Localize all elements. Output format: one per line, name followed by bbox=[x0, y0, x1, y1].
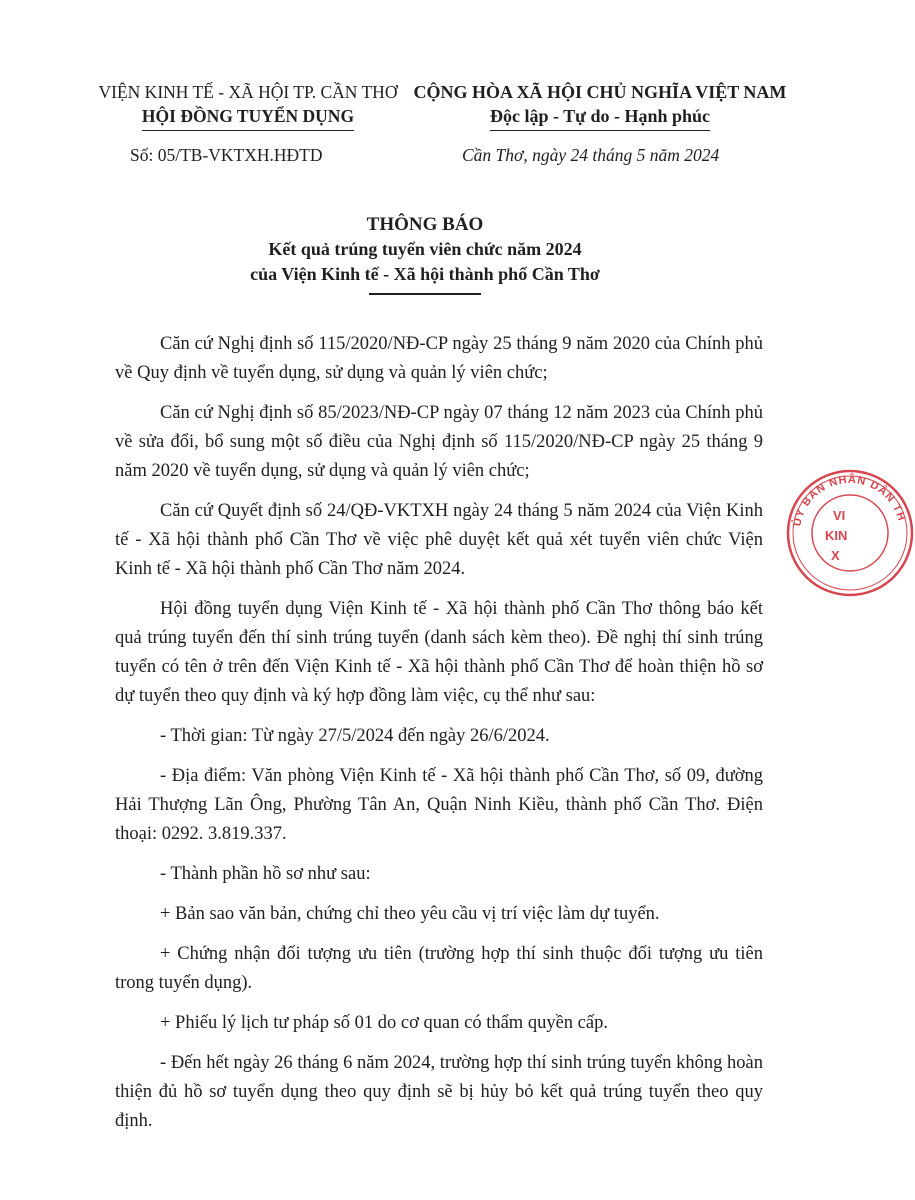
paragraph-legal-basis-2: Căn cứ Nghị định số 85/2023/NĐ-CP ngày 07 tháng 12 năm 2023 của Chính phủ về sửa đổi, bổ sung một số điều của Nghị định số 115/2020/NĐ-CP ngày 25 tháng 9 năm 2020 về tuyển dụng, sử dụng và quản lý viên chức; bbox=[115, 403, 763, 481]
council-name: HỘI ĐỒNG TUYỂN DỤNG bbox=[142, 104, 354, 131]
paragraph-announcement: Hội đồng tuyển dụng Viện Kinh tế - Xã hội thành phố Cần Thơ thông báo kết quả trúng tuyển đến thí sinh trúng tuyển (danh sách kèm theo). Đề nghị thí sinh trúng tuyển có tên ở trên đến Viện Kinh tế - Xã hội thành phố Cần Thơ để hoàn thiện hồ sơ dự tuyển theo quy định và ký hợp đồng làm việc, cụ thể như sau: bbox=[115, 599, 763, 706]
paragraph-document-item-2: + Chứng nhận đối tượng ưu tiên (trường hợp thí sinh thuộc đối tượng ưu tiên trong tuyển dụng). bbox=[115, 944, 763, 993]
title-heading: THÔNG BÁO bbox=[366, 214, 484, 235]
official-seal-stamp bbox=[785, 468, 915, 598]
org-name: VIỆN KINH TẾ - XÃ HỘI TP. CẦN THƠ bbox=[98, 82, 398, 102]
document-body bbox=[115, 330, 763, 1147]
country-name: CỘNG HÒA XÃ HỘI CHỦ NGHĨA VIỆT NAM bbox=[413, 82, 787, 102]
svg-text:KIN: KIN bbox=[825, 528, 848, 543]
paragraph-time: - Thời gian: Từ ngày 27/5/2024 đến ngày 26/6/2024. bbox=[160, 726, 550, 746]
paragraph-deadline: - Đến hết ngày 26 tháng 6 năm 2024, trường hợp thí sinh trúng tuyển không hoàn thiện đủ hồ sơ tuyển dụng theo quy định sẽ bị hủy bỏ kết quả trúng tuyển theo quy định. bbox=[115, 1053, 763, 1131]
document-number: Số: 05/TB-VKTXH.HĐTD bbox=[130, 145, 323, 165]
issuing-organization bbox=[88, 80, 408, 131]
paragraph-legal-basis-1: Căn cứ Nghị định số 115/2020/NĐ-CP ngày 25 tháng 9 năm 2020 của Chính phủ về Quy định về tuyển dụng, sử dụng và quản lý viên chức; bbox=[115, 334, 763, 383]
paragraph-document-item-1: + Bản sao văn bản, chứng chỉ theo yêu cầu vị trí việc làm dự tuyển. bbox=[160, 904, 660, 924]
svg-text:VI: VI bbox=[833, 508, 846, 523]
paragraph-legal-basis-3: Căn cứ Quyết định số 24/QĐ-VKTXH ngày 24 tháng 5 năm 2024 của Viện Kinh tế - Xã hội thành phố Cần Thơ về việc phê duyệt kết quả xét tuyển viên chức Viện Kinh tế - Xã hội thành phố Cần Thơ năm 2024. bbox=[115, 501, 763, 579]
title-subject-2: của Viện Kinh tế - Xã hội thành phố Cần Thơ bbox=[250, 264, 600, 284]
paragraph-documents-heading: - Thành phần hồ sơ như sau: bbox=[160, 864, 371, 884]
place-and-date: Cần Thơ, ngày 24 tháng 5 năm 2024 bbox=[462, 145, 720, 165]
paragraph-location: - Địa điểm: Văn phòng Viện Kinh tế - Xã hội thành phố Cần Thơ, số 09, đường Hải Thượng Lãn Ông, Phường Tân An, Quận Ninh Kiều, thành phố Cần Thơ. Điện thoại: 0292. 3.819.337. bbox=[115, 766, 763, 844]
svg-text:X: X bbox=[831, 548, 840, 563]
national-motto bbox=[400, 80, 800, 131]
document-title bbox=[0, 212, 850, 295]
svg-text:ỦY BAN NHÂN DÂN TH: ỦY BAN NHÂN DÂN TH bbox=[791, 473, 908, 528]
motto: Độc lập - Tự do - Hạnh phúc bbox=[490, 104, 710, 131]
title-divider bbox=[369, 293, 481, 295]
title-subject: Kết quả trúng tuyển viên chức năm 2024 bbox=[268, 239, 582, 259]
paragraph-document-item-3: + Phiếu lý lịch tư pháp số 01 do cơ quan có thẩm quyền cấp. bbox=[160, 1013, 608, 1033]
